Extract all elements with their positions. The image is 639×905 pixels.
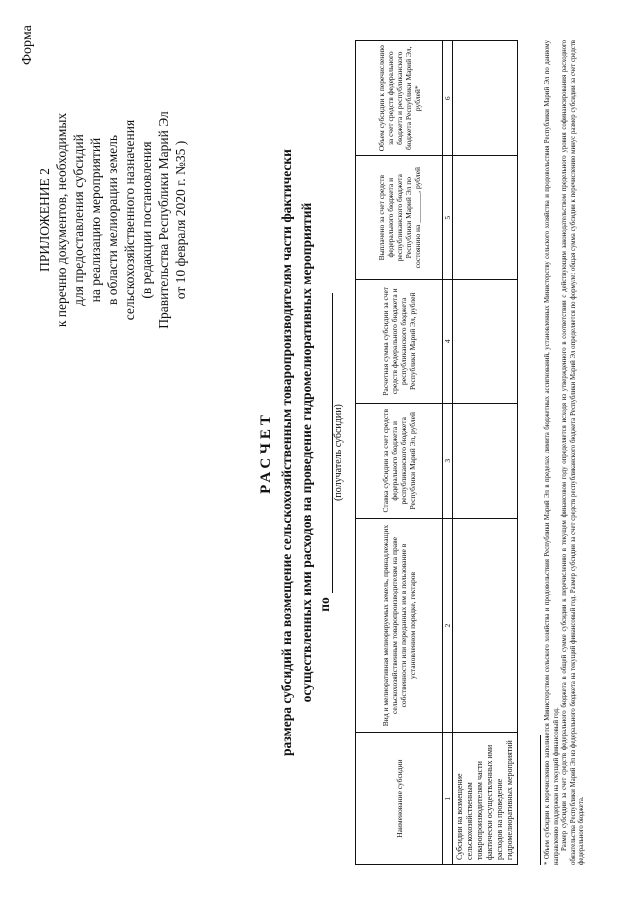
appendix-line: в области мелиорации земель (105, 134, 120, 306)
title-line-1: размера субсидий на возмещение сельскохозяйственным товаропроизводителям части фактически (279, 149, 294, 756)
title-heading: РАСЧЕТ (258, 411, 274, 494)
table-cell (453, 156, 518, 280)
header-cell: Расчетная сумма субсидии за счет средств федерального бюджета и республиканского бюджета Республики Марий Эл, рублей (356, 279, 443, 403)
table-cell (453, 518, 518, 732)
appendix-line: ПРИЛОЖЕНИЕ 2 (37, 168, 52, 272)
subsidy-table (355, 40, 518, 865)
column-number: 4 (443, 279, 453, 403)
po-label: по (317, 597, 332, 612)
appendix-line: для предоставления субсидий (71, 134, 86, 306)
appendix-block (36, 55, 189, 385)
column-number: 3 (443, 403, 453, 518)
appendix-line: на реализацию мероприятий (88, 137, 103, 303)
column-number: 1 (443, 733, 453, 865)
column-number: 6 (443, 41, 453, 156)
appendix-line: Правительства Республики Марий Эл (156, 111, 171, 329)
footnote-separator (540, 735, 541, 865)
column-number-row (443, 41, 453, 865)
recipient-line (317, 0, 333, 905)
appendix-line: (в редакции постановления (139, 141, 154, 299)
header-cell: Вид и мелиоративная мелиорируемых земель, принадлежащих сельскохозяйственным товаропроизводителям на праве собственности или переданных им в пользование в установленном порядке, гектаров (356, 518, 443, 732)
appendix-line: от 10 февраля 2020 г. №35 ) (173, 140, 188, 300)
header-cell: Выплачено за счет средств федерального бюджета и республиканского бюджета Республики Марий Эл по состоянию на ________, рублей (356, 156, 443, 280)
table-header-row (356, 41, 443, 865)
document-title (258, 0, 344, 905)
header-cell: Ставка субсидии за счет средств федерального бюджета и республиканского бюджета Республики Марий Эл, рублей (356, 403, 443, 518)
table-cell (453, 403, 518, 518)
form-label: Форма (20, 25, 35, 65)
column-number: 2 (443, 518, 453, 732)
footnote (540, 40, 587, 865)
header-cell: Объем субсидии к перечислению за счет средств федерального бюджета и республиканского бюджета Республики Марий Эл, рублей* (356, 41, 443, 156)
appendix-line: сельскохозяйственного назначения (122, 119, 137, 321)
header-cell: Наименование субсидии (356, 733, 443, 865)
table-cell (453, 279, 518, 403)
footnote-paragraph: * Объем субсидии к перечислению заполняется Министерством сельского хозяйства и продовольствия Республики Марий Эл в пределах лимита бюджетных ассигнований, установленных Министерству сельского хозяйства и продовольствия Республики Марий Эл по данному направлению поддержки на текущий финансовый год. (544, 40, 560, 865)
table-row (453, 41, 518, 865)
column-number: 5 (443, 156, 453, 280)
appendix-line: к перечню документов, необходимых (54, 112, 69, 328)
row-label: Субсидии на возмещение сельскохозяйственным товаропроизводителям части фактически осуществленных ими расходов на проведение гидромелиоративных мероприятий (453, 733, 518, 865)
recipient-caption: (получатель субсидии) (333, 404, 344, 501)
footnote-paragraph: Размер субсидии за счет средств федерального бюджета в общей сумме субсидии к перечислению в текущем финансовом году определяется исходя из утвержденного в соответствии с действующим законодательством предельного уровня софинансирования расходного обязательства Республики Марий Эл из федерального бюджета на текущий финансовый год. Размер субсидии за счет средств республиканского бюджета Республики Марий Эл определяется по формуле: общая сумма субсидии к перечислению минус размер субсидии за счет средств федерального бюджета. (561, 40, 586, 865)
title-line-2: осуществленных ими расходов на проведение гидромелиоративных мероприятий (299, 202, 314, 703)
table-cell (453, 41, 518, 156)
